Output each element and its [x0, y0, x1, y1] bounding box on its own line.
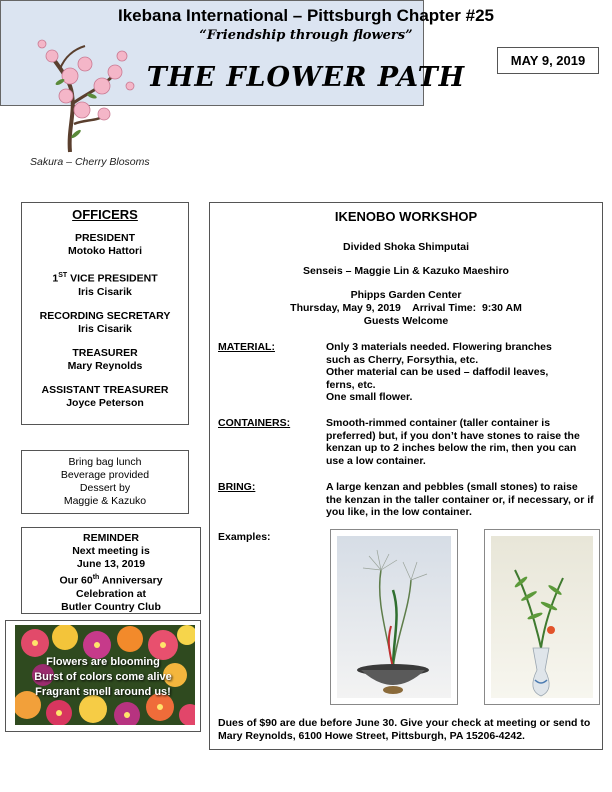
reminder-line: June 13, 2019	[76, 558, 146, 570]
dues-notice: Dues of $90 are due before June 30. Give your check at meeting or send to Mary Reynolds, 6100 Howe Street, Pittsburgh, PA 15206-4242.	[218, 717, 591, 742]
containers-text: Smooth-rimmed container (taller container is preferred) but, if you don’t have stones to raise the kenzan up to 2 inches below the rim, then you can use a low container.	[326, 417, 580, 467]
material-label: MATERIAL:	[218, 341, 275, 353]
bring-text: A large kenzan and pebbles (small stones) to raise the kenzan in the taller container or, if necessary, or if you like, in the low container.	[326, 481, 594, 518]
reminder-line: Butler Country Club	[61, 600, 161, 613]
lunch-line: Maggie & Kazuko	[63, 495, 147, 507]
workshop-style: Divided Shoka Shimputai	[342, 241, 470, 253]
reminder-heading: REMINDER	[82, 532, 139, 544]
officer-item	[22, 269, 188, 299]
workshop-venue: Phipps Garden Center	[350, 289, 462, 301]
officer-item	[22, 384, 188, 410]
officers-panel	[21, 202, 189, 425]
examples-label: Examples:	[218, 531, 271, 543]
workshop-title: IKENOBO WORKSHOP	[334, 209, 478, 224]
officer-item	[22, 347, 188, 373]
officer-name: Mary Reynolds	[67, 359, 143, 372]
cherry-blossom-icon	[30, 34, 150, 154]
reminder-line: Our 60th Anniversary	[59, 574, 163, 587]
workshop-panel	[209, 202, 603, 750]
officer-item	[22, 310, 188, 336]
lunch-note	[21, 450, 189, 514]
reminder-line: Next meeting is	[72, 545, 150, 557]
chapter-title: Ikebana International – Pittsburgh Chapter #25	[118, 6, 494, 25]
reminder-note	[21, 527, 201, 614]
officer-name: Iris Cisarik	[78, 322, 132, 335]
ikebana-example-tall-container	[484, 529, 600, 705]
lunch-line: Dessert by	[79, 482, 131, 494]
chapter-motto: “Friendship through flowers”	[199, 28, 413, 43]
logo-caption: Sakura – Cherry Blosoms	[30, 156, 150, 168]
lunch-line: Bring bag lunch	[68, 456, 142, 468]
officer-name: Motoko Hattori	[67, 245, 143, 257]
lunch-line: Beverage provided	[60, 469, 150, 481]
officer-role: ASSISTANT TREASURER	[41, 383, 169, 396]
officer-role: RECORDING SECRETARY	[39, 309, 171, 322]
reminder-line: Celebration at	[75, 587, 146, 600]
flower-photo-box	[5, 620, 201, 732]
workshop-datetime: Thursday, May 9, 2019 Arrival Time: 9:30 AM	[290, 302, 522, 314]
photo-caption: Flowers are blooming Burst of colors come alive Fragrant smell around us!	[34, 656, 172, 698]
ikebana-example-low-container	[330, 529, 458, 705]
officers-heading: OFFICERS	[72, 207, 138, 222]
newsletter-date: MAY 9, 2019	[510, 53, 586, 68]
workshop-senseis: Senseis – Maggie Lin & Kazuko Maeshiro	[303, 265, 509, 277]
newsletter-title: THE FLOWER PATH	[146, 62, 466, 93]
officer-item	[22, 232, 188, 258]
material-text: Only 3 materials needed. Flowering branches such as Cherry, Forsythia, etc. Other material can be used – daffodil leaves, ferns, etc. One small flower.	[326, 341, 552, 403]
workshop-guests: Guests Welcome	[363, 315, 449, 327]
officer-role: PRESIDENT	[74, 232, 136, 244]
officer-role: TREASURER	[72, 346, 138, 359]
officer-name: Joyce Peterson	[66, 396, 144, 409]
officer-role: 1ST VICE PRESIDENT	[52, 272, 158, 285]
containers-label: CONTAINERS:	[218, 417, 291, 429]
bring-label: BRING:	[218, 481, 256, 493]
officer-name: Iris Cisarik	[78, 285, 132, 298]
